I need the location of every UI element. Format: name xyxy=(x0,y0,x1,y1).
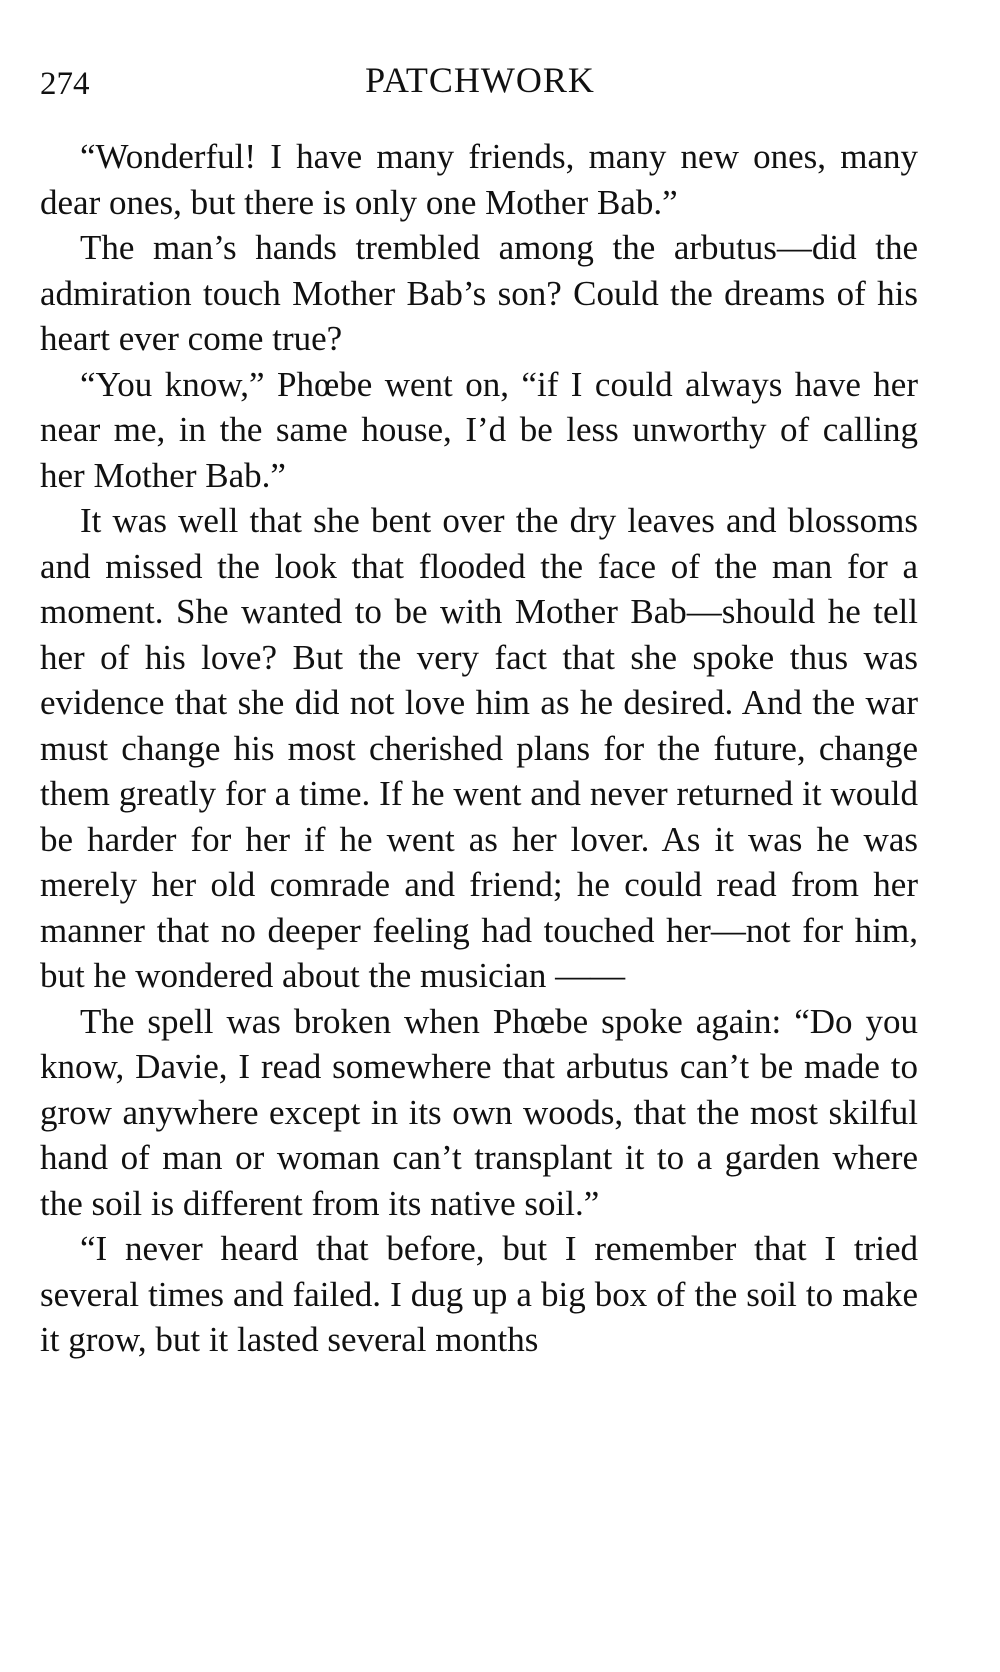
paragraph: The man’s hands trembled among the arbutus—did the admiration touch Mother Bab’s son? Could the dreams of his heart ever come true? xyxy=(40,228,918,358)
paragraph: It was well that she bent over the dry leaves and blossoms and missed the look that flooded the face of the man for a moment. She wanted to be with Mother Bab—should he tell her of his love? But the very fact that she spoke thus was evidence that she did not love him as he desired. And the war must change his most cherished plans for the future, change them greatly for a time. If he went and never returned it would be harder for her if he went as her lover. As it was he was merely her old comrade and friend; he could read from her manner that no deeper feeling had touched her—not for him, but he wondered about the musician —— xyxy=(40,501,918,995)
page-header xyxy=(40,60,920,104)
running-head: PATCHWORK xyxy=(365,60,595,100)
paragraph: “You know,” Phœbe went on, “if I could always have her near me, in the same house, I’d be less unworthy of calling her Mother Bab.” xyxy=(40,364,918,495)
page-number: 274 xyxy=(40,66,90,102)
paragraph: The spell was broken when Phœbe spoke again: “Do you know, Davie, I read somewhere that arbutus can’t be made to grow anywhere except in its own woods, that the most skilful hand of man or woman can’t transplant it to a garden where the soil is different from its native soil.” xyxy=(40,1001,918,1223)
page-body xyxy=(40,134,918,1363)
paragraph: “I never heard that before, but I remember that I tried several times and failed. I dug up a big box of the soil to make it grow, but it lasted several months xyxy=(40,1229,918,1359)
paragraph: “Wonderful! I have many friends, many new ones, many dear ones, but there is only one Mother Bab.” xyxy=(40,137,918,222)
